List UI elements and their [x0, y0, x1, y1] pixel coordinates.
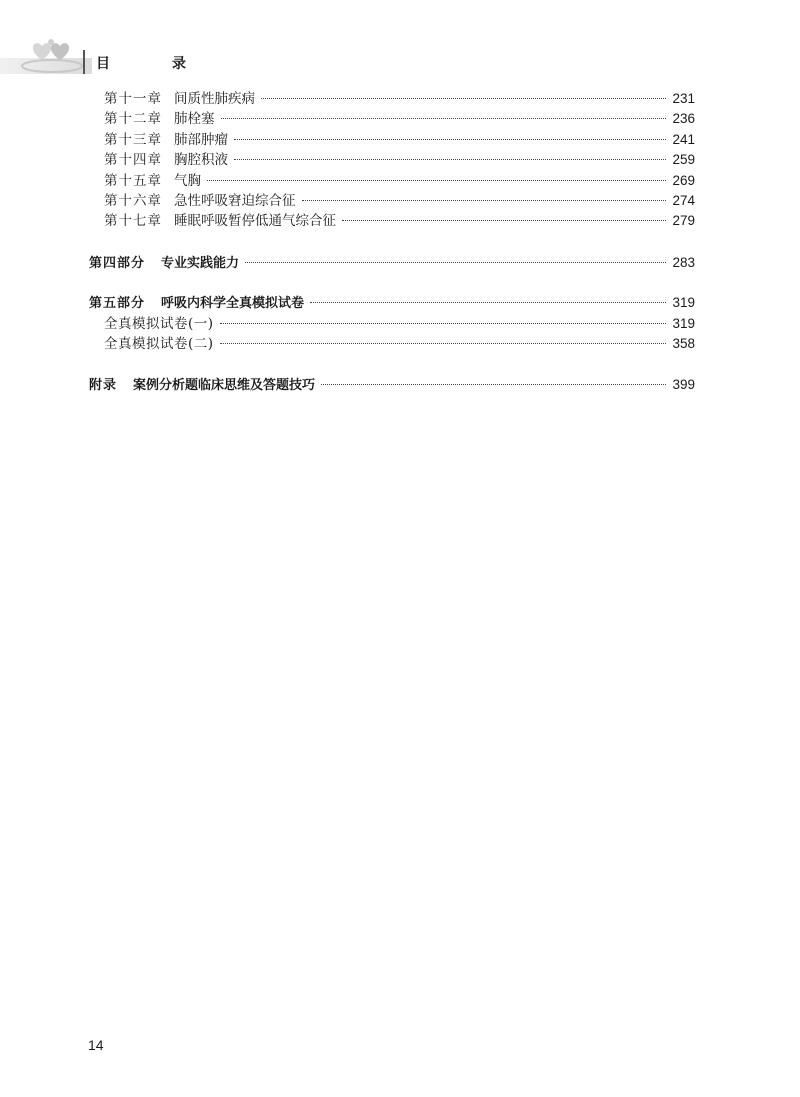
dot-leader [342, 220, 666, 221]
toc-subentry[interactable] [104, 314, 695, 334]
toc-entry-page: 399 [672, 377, 695, 392]
toc-part-entry[interactable] [89, 253, 695, 273]
toc-chapter-entry[interactable] [104, 191, 695, 211]
toc-entry-title: 案例分析题临床思维及答题技巧 [133, 378, 316, 393]
dot-leader [220, 343, 667, 344]
toc-entry-title: 全真模拟试卷(二) [104, 336, 214, 352]
dot-leader [207, 180, 666, 181]
toc-part-entry[interactable] [89, 375, 695, 395]
toc-chapter-entry[interactable] [104, 171, 695, 191]
toc-entry-number: 第十七章 [104, 213, 162, 229]
toc-entry-number: 第十三章 [104, 132, 162, 148]
toc-entry-title: 呼吸内科学全真模拟试卷 [161, 296, 305, 311]
toc-entry-number: 第十一章 [104, 91, 162, 107]
toc-chapter-entry[interactable] [104, 89, 695, 109]
toc-chapter-entry[interactable] [104, 130, 695, 150]
toc-chapter-entry[interactable] [104, 109, 695, 129]
page-number: 14 [88, 1037, 104, 1053]
toc-entry-number: 第四部分 [89, 256, 146, 271]
dot-leader [321, 384, 666, 385]
toc-entry-number: 第十五章 [104, 173, 162, 189]
toc-part-entry[interactable] [89, 293, 695, 313]
toc-entry-number: 第五部分 [89, 296, 146, 311]
dot-leader [221, 118, 667, 119]
toc-entry-number: 第十六章 [104, 193, 162, 209]
dot-leader [310, 302, 666, 303]
dot-leader [234, 159, 666, 160]
toc-entry-title: 全真模拟试卷(一) [104, 316, 214, 332]
toc-entry-title: 间质性肺疾病 [174, 91, 255, 107]
toc-entry-title: 专业实践能力 [161, 256, 240, 271]
dot-leader [261, 98, 666, 99]
dot-leader [302, 200, 667, 201]
header-title: 目 录 [96, 56, 210, 72]
toc-entry-title: 肺栓塞 [174, 111, 215, 127]
toc-entry-title: 胸腔积液 [174, 152, 228, 168]
toc-entry-page: 259 [672, 152, 695, 167]
dot-leader [245, 262, 666, 263]
dot-leader [234, 139, 666, 140]
toc-entry-title: 气胸 [174, 173, 201, 189]
toc-entry-title: 急性呼吸窘迫综合征 [174, 193, 296, 209]
toc-entry-number: 附录 [89, 378, 118, 393]
toc-entry-number: 第十二章 [104, 111, 162, 127]
toc-subentry[interactable] [104, 334, 695, 354]
toc-entry-page: 274 [672, 193, 695, 208]
toc-entry-page: 241 [672, 132, 695, 147]
toc-entry-title: 肺部肿瘤 [174, 132, 228, 148]
toc-chapter-entry[interactable] [104, 150, 695, 170]
toc-entry-page: 283 [672, 255, 695, 270]
toc-entry-number: 第十四章 [104, 152, 162, 168]
toc-entry-page: 269 [672, 173, 695, 188]
toc-entry-page: 319 [672, 316, 695, 331]
toc-entry-page: 236 [672, 111, 695, 126]
dot-leader [220, 323, 667, 324]
toc-entry-title: 睡眠呼吸暂停低通气综合征 [174, 213, 336, 229]
toc-chapter-entry[interactable] [104, 211, 695, 231]
toc-entry-page: 358 [672, 336, 695, 351]
toc-entry-page: 279 [672, 213, 695, 228]
toc-entry-page: 231 [672, 91, 695, 106]
toc-entry-page: 319 [672, 295, 695, 310]
